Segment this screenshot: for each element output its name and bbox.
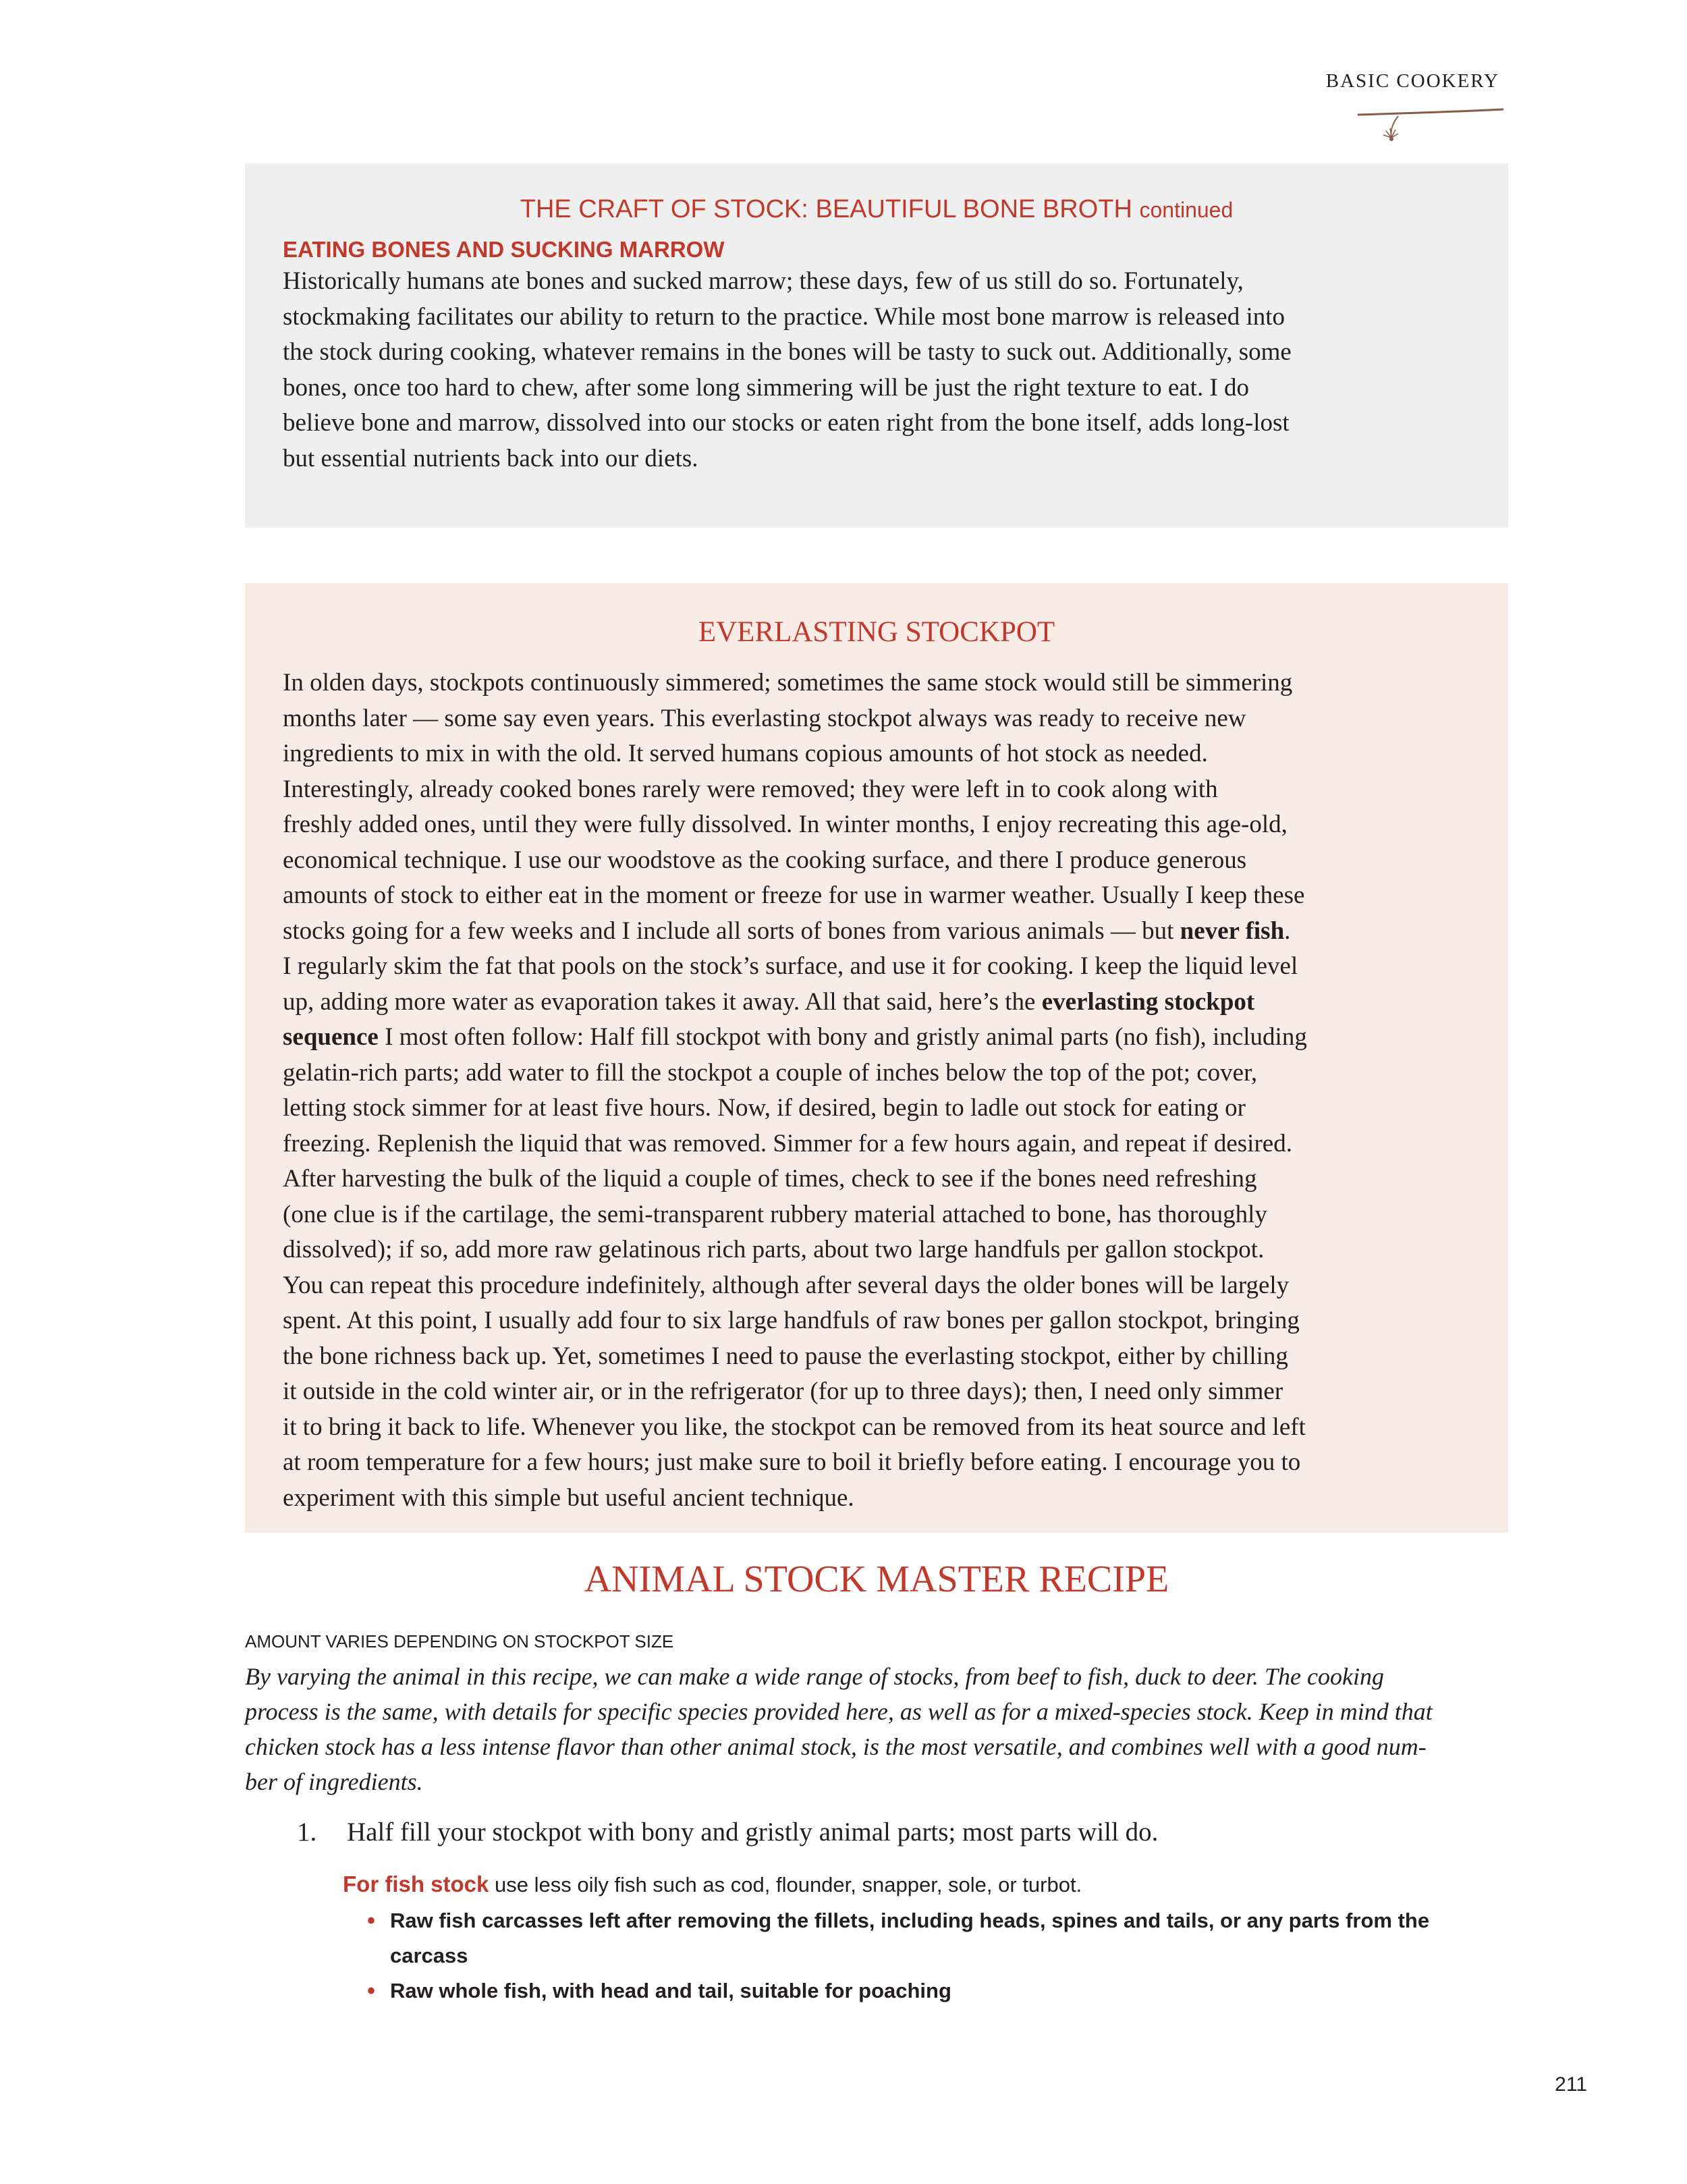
stockpot-paragraph xyxy=(283,665,1470,1516)
text-line: months later — some say even years. This everlasting stockpot always was ready to receive new xyxy=(283,704,1246,732)
text-line: chicken stock has a less intense flavor than other animal stock, is the most versatile, and combines well with a good num- xyxy=(245,1733,1427,1760)
text-span: . xyxy=(1284,917,1291,945)
text-span: up, adding more water as evaporation takes it away. All that said, here’s the xyxy=(283,987,1042,1016)
marrow-sidebar xyxy=(245,163,1508,528)
text-line: but essential nutrients back into our diets. xyxy=(283,444,698,472)
list-item-text: carcass xyxy=(390,1944,468,1967)
text-line: spent. At this point, I usually add four to six large handfuls of raw bones per gallon stockpot, bringing xyxy=(283,1307,1300,1334)
step-number: 1. xyxy=(297,1818,317,1847)
text-line: economical technique. I use our woodstove as the cooking surface, and there I produce generous xyxy=(283,846,1247,874)
sidebar-title-text: THE CRAFT OF STOCK: BEAUTIFUL BONE BROTH xyxy=(520,195,1132,223)
recipe-amount: AMOUNT VARIES DEPENDING ON STOCKPOT SIZE xyxy=(245,1631,674,1651)
fish-parts-list xyxy=(367,1903,1483,2009)
recipe-step-1 xyxy=(297,1816,1158,1849)
stockpot-title: EVERLASTING STOCKPOT xyxy=(698,616,1055,648)
sidebar-subhead: EATING BONES AND SUCKING MARROW xyxy=(283,237,725,262)
herb-sprig-icon xyxy=(1351,100,1506,142)
recipe-title: ANIMAL STOCK MASTER RECIPE xyxy=(584,1558,1169,1600)
sidebar-title xyxy=(283,193,1470,226)
sidebar-title-suffix: continued xyxy=(1139,198,1234,222)
list-item-text: Raw whole fish, with head and tail, suitable for poaching xyxy=(390,1979,951,2002)
marrow-paragraph xyxy=(283,264,1470,476)
text-line: it outside in the cold winter air, or in the refrigerator (for up to three days); then, I need only simmer xyxy=(283,1377,1283,1405)
text-line: After harvesting the bulk of the liquid a couple of times, check to see if the bones need refreshing xyxy=(283,1165,1257,1193)
text-line: Historically humans ate bones and sucked marrow; these days, few of us still do so. Fortunately, xyxy=(283,267,1244,295)
text-line: amounts of stock to either eat in the moment or freeze for use in warmer weather. Usually I keep these xyxy=(283,881,1305,909)
text-line: In olden days, stockpots continuously simmered; sometimes the same stock would still be simmering xyxy=(283,669,1293,697)
page-number: 211 xyxy=(1555,2073,1587,2096)
text-line xyxy=(283,985,1470,1020)
text-line: the stock during cooking, whatever remains in the bones will be tasty to suck out. Additionally, some xyxy=(283,338,1292,366)
text-line: By varying the animal in this recipe, we can make a wide range of stocks, from beef to fish, duck to deer. The cooking xyxy=(245,1663,1384,1690)
fish-stock-note xyxy=(343,1869,1082,1900)
emphasis-sequence: sequence xyxy=(283,1023,379,1051)
text-line: Interestingly, already cooked bones rarely were removed; they were left in to cook along with xyxy=(283,775,1218,803)
text-line: bones, once too hard to chew, after some long simmering will be just the right texture to eat. I do xyxy=(283,373,1250,402)
list-item-text: Raw fish carcasses left after removing the fillets, including heads, spines and tails, or any parts from the xyxy=(390,1909,1430,1932)
text-span: stocks going for a few weeks and I include all sorts of bones from various animals — but xyxy=(283,917,1180,945)
running-head: BASIC COOKERY xyxy=(1325,70,1499,92)
text-line: it to bring it back to life. Whenever you like, the stockpot can be removed from its heat source and left xyxy=(283,1413,1306,1441)
text-line: freezing. Replenish the liquid that was removed. Simmer for a few hours again, and repeat if desired. xyxy=(283,1129,1292,1157)
text-line: stockmaking facilitates our ability to return to the practice. While most bone marrow is released into xyxy=(283,302,1285,331)
text-line: You can repeat this procedure indefinitely, although after several days the older bones will be largely xyxy=(283,1271,1290,1299)
text-line: ingredients to mix in with the old. It served humans copious amounts of hot stock as needed. xyxy=(283,740,1208,767)
text-line: process is the same, with details for specific species provided here, as well as for a mixed-species stock. Keep in mind that xyxy=(245,1698,1433,1725)
text-line: ber of ingredients. xyxy=(245,1768,423,1795)
text-line: freshly added ones, until they were fully dissolved. In winter months, I enjoy recreating this age-old, xyxy=(283,811,1288,838)
text-line: letting stock simmer for at least five hours. Now, if desired, begin to ladle out stock for eating or xyxy=(283,1094,1246,1122)
text-line: the bone richness back up. Yet, sometimes I need to pause the everlasting stockpot, either by chilling xyxy=(283,1342,1288,1370)
species-label: For fish stock xyxy=(343,1872,489,1896)
emphasis-stockpot: everlasting stockpot xyxy=(1041,987,1255,1016)
text-line: dissolved); if so, add more raw gelatinous rich parts, about two large handfuls per gallon stockpot. xyxy=(283,1236,1265,1263)
text-line: (one clue is if the cartilage, the semi-transparent rubbery material attached to bone, has thoroughly xyxy=(283,1200,1267,1228)
text-line: believe bone and marrow, dissolved into our stocks or eaten right from the bone itself, adds long-lost xyxy=(283,409,1290,437)
species-text: use less oily fish such as cod, flounder, snapper, sole, or turbot. xyxy=(489,1873,1082,1896)
emphasis-never-fish: never fish xyxy=(1180,917,1285,945)
text-line: gelatin-rich parts; add water to fill the stockpot a couple of inches below the top of the pot; cover, xyxy=(283,1058,1258,1087)
bullet-icon: • xyxy=(367,1908,375,1934)
text-line xyxy=(283,1020,1470,1056)
recipe-intro xyxy=(245,1659,1514,1799)
stockpot-sidebar xyxy=(245,583,1508,1533)
list-item xyxy=(367,1973,1483,2009)
text-span: I most often follow: Half fill stockpot with bony and gristly animal parts (no fish), including xyxy=(378,1023,1307,1051)
step-text: Half fill your stockpot with bony and gristly animal parts; most parts will do. xyxy=(347,1818,1159,1847)
text-line xyxy=(283,914,1470,950)
text-line: at room temperature for a few hours; just make sure to boil it briefly before eating. I encourage you to xyxy=(283,1448,1301,1476)
text-line: I regularly skim the fat that pools on the stock’s surface, and use it for cooking. I keep the liquid level xyxy=(283,952,1298,980)
bullet-icon: • xyxy=(367,1978,375,2004)
list-item xyxy=(367,1903,1483,1973)
text-line: experiment with this simple but useful ancient technique. xyxy=(283,1483,854,1512)
